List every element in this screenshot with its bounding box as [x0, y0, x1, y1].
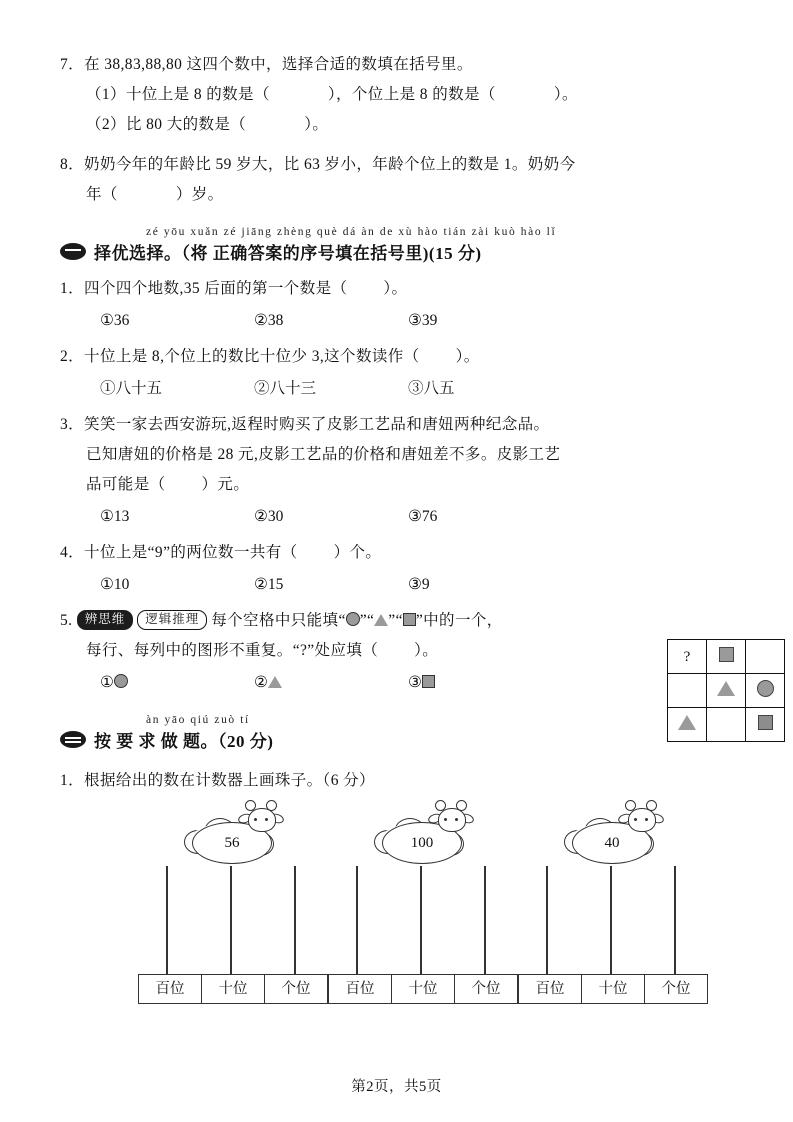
choice-q2-tail: ）。 — [455, 348, 480, 365]
choice-question-1 — [60, 274, 736, 304]
q8-text-b: ）岁。 — [175, 186, 224, 203]
section-2-heading — [60, 239, 736, 264]
abacus-1-value: 56 — [192, 822, 272, 864]
abacus-rod — [610, 866, 612, 974]
sheep-eye — [455, 818, 458, 821]
square-shape-icon — [403, 613, 416, 626]
choice-q5-option-1-label: ① — [100, 674, 114, 691]
abacus-2-cloud — [374, 816, 470, 866]
puzzle-table — [667, 639, 785, 742]
logic-puzzle-grid — [667, 639, 785, 739]
abacus-3-cloud — [564, 816, 660, 866]
choice-q3-option-1[interactable]: ①13 — [100, 508, 130, 525]
option-triangle-icon — [268, 676, 282, 688]
badge-logic: 逻辑推理 — [137, 610, 207, 630]
abacus-1-label-hundreds: 百位 — [139, 975, 202, 1003]
q7-part2-text-a: （2）比 80 大的数是（ — [86, 116, 247, 133]
puzzle-row — [668, 708, 785, 742]
choice-q2-option-2[interactable]: ②八十三 — [254, 380, 317, 397]
sheep-head — [248, 808, 276, 832]
question-8-line-2 — [60, 180, 736, 210]
abacus-1 — [138, 816, 326, 1004]
choice-q4-option-1[interactable]: ①10 — [100, 576, 130, 593]
q7-part1-text-a: （1）十位上是 8 的数是（ — [86, 86, 270, 103]
q8-text-a: 年（ — [86, 186, 118, 203]
q7-part1-text-c: ）。 — [553, 86, 578, 103]
square-shape-icon — [719, 647, 734, 662]
section-2-title: 择优选择。（将 正确答案的序号填在括号里)(15 分) — [94, 244, 482, 263]
section-three-bullet-icon — [60, 731, 86, 748]
abacus-2 — [328, 816, 516, 1004]
choice-q5-text-f: ）。 — [414, 642, 439, 659]
abacus-2-label-hundreds: 百位 — [329, 975, 392, 1003]
abacus-1-rods — [138, 866, 326, 974]
choice-q1-option-1[interactable]: ①36 — [100, 312, 130, 329]
puzzle-cell-empty — [707, 708, 746, 742]
abacus-rod — [230, 866, 232, 974]
choice-q2-option-3[interactable]: ③八五 — [408, 380, 455, 397]
abacus-3-label-hundreds: 百位 — [519, 975, 582, 1003]
choice-q5-text-b: ”“ — [359, 612, 375, 629]
sheep-eye — [444, 818, 447, 821]
choice-q5-number: 5. — [60, 612, 73, 629]
sheep-icon — [428, 800, 474, 840]
sheep-eye — [254, 818, 257, 821]
abacus-2-label-tens: 十位 — [392, 975, 455, 1003]
choice-q1-text: 1．四个四个地数,35 后面的第一个数是（ — [60, 280, 348, 297]
puzzle-cell-square — [746, 708, 785, 742]
choice-q5-option-2[interactable] — [254, 668, 408, 698]
choice-q4-option-2[interactable]: ②15 — [254, 576, 284, 593]
puzzle-cell-question[interactable] — [668, 640, 707, 674]
triangle-shape-icon — [678, 715, 696, 730]
choice-q5-text-a: 每个空格中只能填“ — [211, 612, 346, 629]
puzzle-row — [668, 640, 785, 674]
abacus-3-label-ones: 个位 — [661, 981, 691, 997]
choice-q4-tail: ）个。 — [333, 544, 382, 561]
abacus-3 — [518, 816, 706, 1004]
q7-part1-text-b: ），个位上是 8 的数是（ — [327, 86, 496, 103]
abacus-rod — [294, 866, 296, 974]
q7-part2-text-b: ）。 — [304, 116, 329, 133]
choice-question-3-line-1: 3．笑笑一家去西安游玩,返程时购买了皮影工艺品和唐妞两种纪念品。 — [60, 416, 550, 433]
sheep-eye — [645, 818, 648, 821]
question-mark-label: ? — [683, 648, 691, 665]
choice-q3-option-2[interactable]: ②30 — [254, 508, 284, 525]
choice-question-5-line-2 — [60, 636, 736, 666]
abacus-rod — [674, 866, 676, 974]
choice-question-5-line-1 — [60, 606, 736, 636]
puzzle-cell-circle — [746, 674, 785, 708]
abacus-3-value: 40 — [572, 822, 652, 864]
sheep-icon — [618, 800, 664, 840]
choice-question-3-line-2: 已知唐妞的价格是 28 元,皮影工艺品的价格和唐妞差不多。皮影工艺 — [86, 446, 561, 463]
question-7-line-2 — [60, 80, 736, 110]
puzzle-row — [668, 674, 785, 708]
choice-q1-option-2[interactable]: ②38 — [254, 312, 284, 329]
triangle-shape-icon — [717, 681, 735, 696]
page-content — [60, 50, 736, 1026]
choice-q5-option-3-label: ③ — [408, 674, 422, 691]
puzzle-cell-triangle — [707, 674, 746, 708]
option-square-icon — [422, 675, 435, 688]
choice-q1-option-3[interactable]: ③39 — [408, 312, 438, 329]
square-shape-icon — [758, 715, 773, 730]
choice-q1-tail: ）。 — [383, 280, 408, 297]
sheep-head — [438, 808, 466, 832]
section-2-pinyin: zé yōu xuǎn zé jiāng zhèng què dá àn de xù hào tián zài kuò hào lǐ — [146, 226, 557, 238]
choice-q5-text-c: ”“ — [388, 612, 403, 629]
sheep-eye — [265, 818, 268, 821]
abacus-2-label-ones: 个位 — [471, 981, 501, 997]
section-3-title: 按 要 求 做 题。（20 分) — [94, 732, 274, 751]
abacus-group — [60, 816, 736, 1026]
question-8-line-1: 8．奶奶今年的年龄比 59 岁大，比 63 岁小，年龄个位上的数是 1。奶奶今 — [60, 156, 576, 173]
choice-q3-text-a: 品可能是（ — [86, 476, 166, 493]
sheep-head — [628, 808, 656, 832]
section-3-question-1: 1．根据给出的数在计数器上画珠子。（6 分） — [60, 772, 375, 789]
choice-q3-text-b: ）元。 — [201, 476, 250, 493]
circle-shape-icon — [346, 612, 360, 626]
choice-q3-options — [60, 502, 736, 532]
abacus-3-label-tens: 十位 — [582, 975, 645, 1003]
abacus-3-rods — [518, 866, 706, 974]
abacus-rod — [546, 866, 548, 974]
abacus-rod — [356, 866, 358, 974]
page-footer: 第2页，共5页 — [351, 1079, 442, 1095]
abacus-rod — [420, 866, 422, 974]
abacus-1-cloud — [184, 816, 280, 866]
triangle-shape-icon — [374, 614, 388, 626]
section-two-bullet-icon — [60, 243, 86, 260]
choice-q5-option-3[interactable] — [408, 668, 435, 698]
puzzle-cell-square — [707, 640, 746, 674]
choice-q4-options — [60, 570, 736, 600]
puzzle-cell-empty — [668, 674, 707, 708]
choice-q5-text-d: ”中的一个， — [415, 612, 503, 629]
choice-q2-options — [60, 374, 736, 404]
abacus-1-label-tens: 十位 — [202, 975, 265, 1003]
choice-q5-option-1[interactable] — [100, 668, 254, 698]
choice-q3-option-3[interactable]: ③76 — [408, 508, 438, 525]
choice-q5-text-e: 每行、每列中的图形不重复。“?”处应填（ — [86, 642, 379, 659]
section-3-heading — [60, 727, 736, 752]
circle-shape-icon — [757, 680, 774, 697]
abacus-rod — [166, 866, 168, 974]
abacus-1-base — [138, 974, 328, 1004]
choice-q1-options — [60, 306, 736, 336]
choice-question-3-line-3 — [60, 470, 736, 500]
option-circle-icon — [114, 674, 128, 688]
choice-q5-options — [60, 668, 736, 698]
choice-question-2 — [60, 342, 736, 372]
choice-q5-option-2-label: ② — [254, 674, 268, 691]
question-7-line-1: 7．在 38,83,88,80 这四个数中，选择合适的数填在括号里。 — [60, 56, 473, 73]
choice-q4-text: 4．十位上是“9”的两位数一共有（ — [60, 544, 298, 561]
puzzle-cell-empty — [746, 640, 785, 674]
sheep-eye — [634, 818, 637, 821]
question-7-line-3 — [60, 110, 736, 140]
choice-q2-option-1[interactable]: ①八十五 — [100, 380, 163, 397]
choice-question-4 — [60, 538, 736, 568]
abacus-1-label-ones: 个位 — [281, 981, 311, 997]
badge-thinking: 辨思维 — [77, 610, 134, 630]
choice-q2-text: 2．十位上是 8,个位上的数比十位少 3,这个数读作（ — [60, 348, 420, 365]
abacus-2-value: 100 — [382, 822, 462, 864]
abacus-2-rods — [328, 866, 516, 974]
abacus-2-base — [328, 974, 518, 1004]
choice-q4-option-3[interactable]: ③9 — [408, 576, 430, 593]
section-3-pinyin: àn yāo qiú zuò tí — [146, 714, 250, 726]
puzzle-cell-triangle — [668, 708, 707, 742]
abacus-3-base — [518, 974, 708, 1004]
abacus-rod — [484, 866, 486, 974]
sheep-icon — [238, 800, 284, 840]
